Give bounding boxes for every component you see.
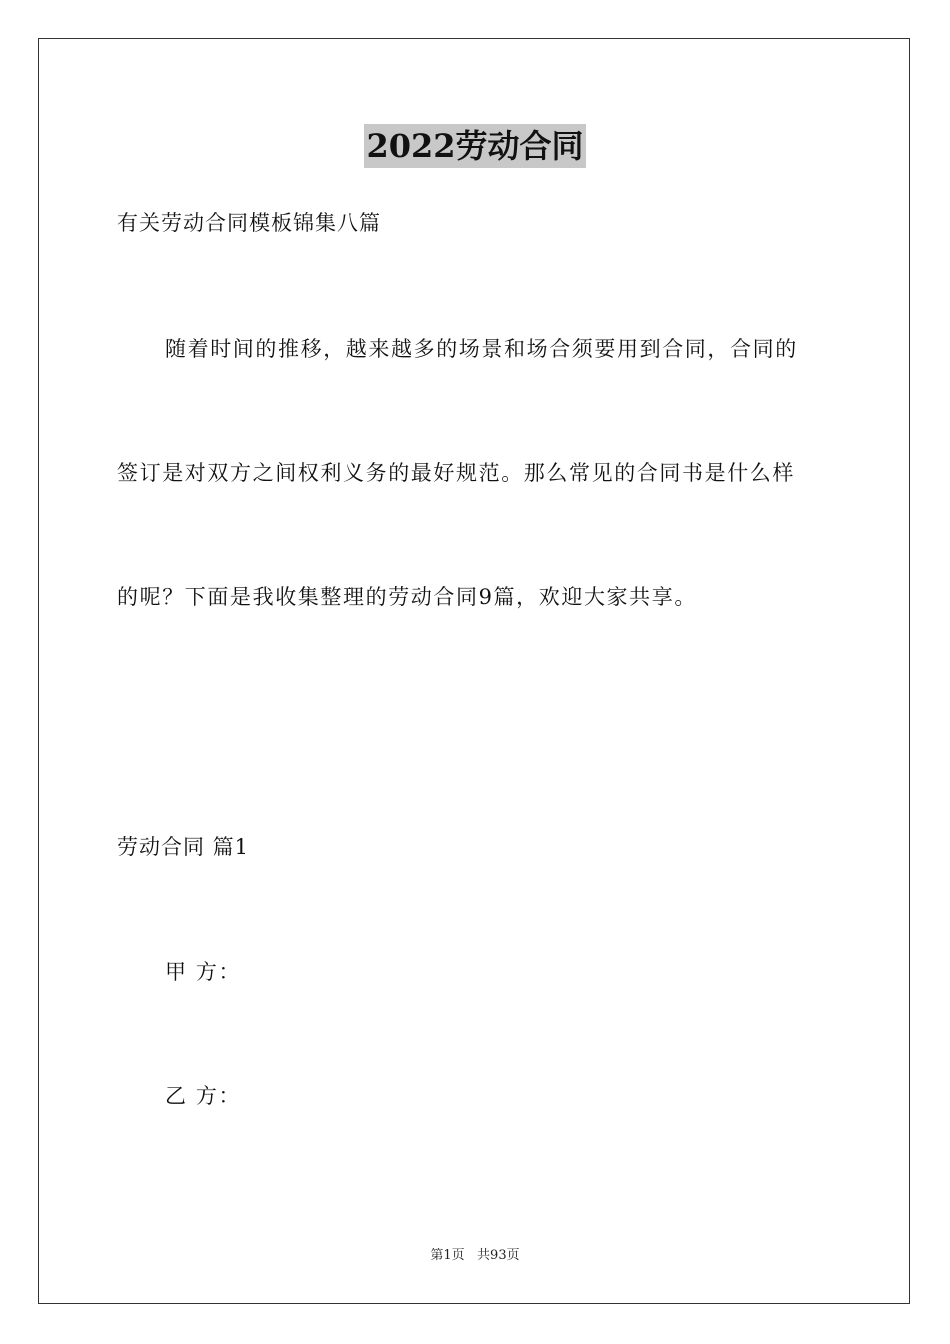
page-number: 第1页 共93页: [430, 1248, 520, 1263]
document-subtitle: 有关劳动合同模板锦集八篇: [117, 211, 381, 235]
document-title: 2022劳动合同: [364, 124, 585, 168]
party-a-label: 甲 方：: [165, 960, 242, 984]
page-footer: [0, 1247, 950, 1265]
intro-line-3: 的呢？下面是我收集整理的劳动合同9篇，欢迎大家共享。: [117, 585, 697, 609]
intro-line-2: 签订是对双方之间权利义务的最好规范。那么常见的合同书是什么样: [117, 461, 795, 485]
party-b-label: 乙 方：: [165, 1084, 242, 1108]
section-heading: 劳动合同 篇1: [117, 835, 250, 859]
title-container: [0, 124, 950, 168]
intro-line-1: 随着时间的推移，越来越多的场景和场合须要用到合同，合同的: [165, 337, 798, 361]
